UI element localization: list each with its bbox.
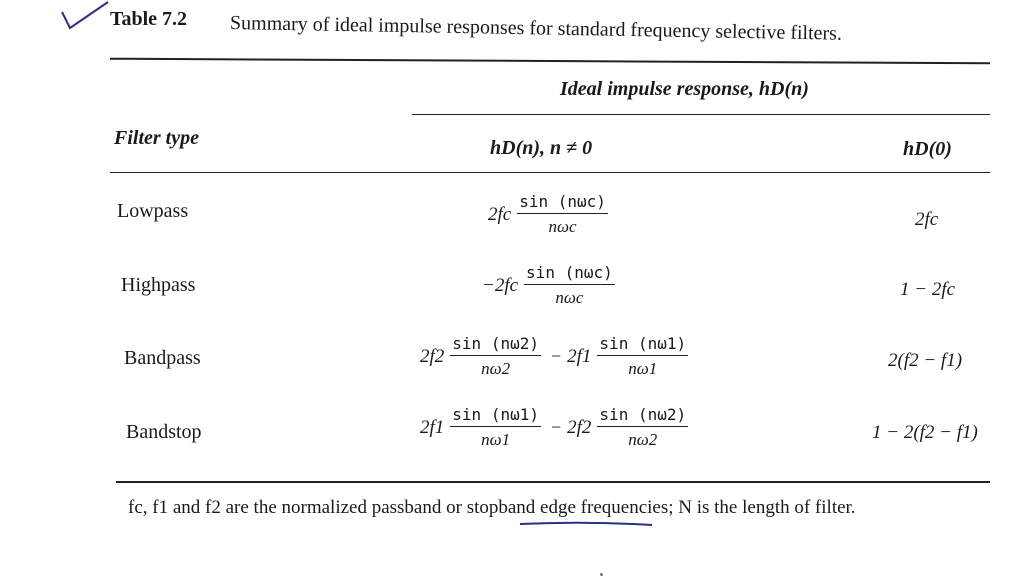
coefficient: 2fc <box>488 203 512 225</box>
fraction <box>597 334 688 379</box>
minus-operator: − <box>550 346 562 366</box>
coefficient: 2f2 <box>420 345 445 367</box>
numerator: sin (nω1) <box>597 334 688 356</box>
numerator: sin (nωc) <box>517 192 608 214</box>
formula-highpass <box>482 263 619 308</box>
denominator: nω1 <box>628 359 658 378</box>
row-label-lowpass: Lowpass <box>117 200 189 222</box>
numerator: sin (nω2) <box>597 405 688 427</box>
numerator: sin (nω2) <box>450 334 541 356</box>
stray-dot <box>600 573 603 576</box>
table-caption-label: Table 7.2 <box>110 8 188 30</box>
formula-bandstop <box>420 405 692 450</box>
denominator: nωc <box>548 217 577 236</box>
fraction <box>524 263 615 308</box>
row-label-bandpass: Bandpass <box>124 347 201 369</box>
fraction <box>450 405 541 450</box>
header-rule <box>110 172 990 173</box>
fraction <box>597 405 688 450</box>
minus-operator: − <box>550 417 562 437</box>
numerator: sin (nω1) <box>450 405 541 427</box>
row-label-highpass: Highpass <box>121 274 196 296</box>
zero-value-bandstop: 1 − 2(f2 − f1) <box>872 422 978 443</box>
denominator: nω2 <box>481 359 511 378</box>
group-rule <box>412 114 990 115</box>
group-header: Ideal impulse response, hD(n) <box>560 78 809 100</box>
coefficient: 2f1 <box>420 416 445 438</box>
zero-value-highpass: 1 − 2fc <box>900 279 956 300</box>
table-caption-text: Summary of ideal impulse responses for standard frequency selective filters. <box>229 12 843 45</box>
formula-bandpass <box>420 334 692 379</box>
coefficient: 2f1 <box>567 345 592 367</box>
top-rule <box>110 58 990 65</box>
zero-value-lowpass: 2fc <box>915 209 939 230</box>
numerator: sin (nωc) <box>524 263 615 285</box>
fraction <box>517 192 608 237</box>
coefficient: 2f2 <box>567 416 592 438</box>
table-footnote: fc, f1 and f2 are the normalized passband or stopband edge frequencies; N is the length of filter. <box>128 497 856 518</box>
row-label-bandstop: Bandstop <box>126 421 202 443</box>
denominator: nω1 <box>481 430 511 449</box>
zero-column-header: hD(0) <box>903 138 952 160</box>
bottom-rule <box>116 481 990 483</box>
filter-type-header: Filter type <box>114 127 199 149</box>
coefficient: −2fc <box>482 274 519 296</box>
nonzero-column-header: hD(n), n ≠ 0 <box>490 137 593 159</box>
formula-lowpass <box>488 192 612 237</box>
handwritten-check-icon <box>58 0 118 36</box>
denominator: nω2 <box>628 430 658 449</box>
handwritten-underline-icon <box>519 521 653 527</box>
denominator: nωc <box>555 288 584 307</box>
zero-value-bandpass: 2(f2 − f1) <box>888 350 963 371</box>
fraction <box>450 334 541 379</box>
